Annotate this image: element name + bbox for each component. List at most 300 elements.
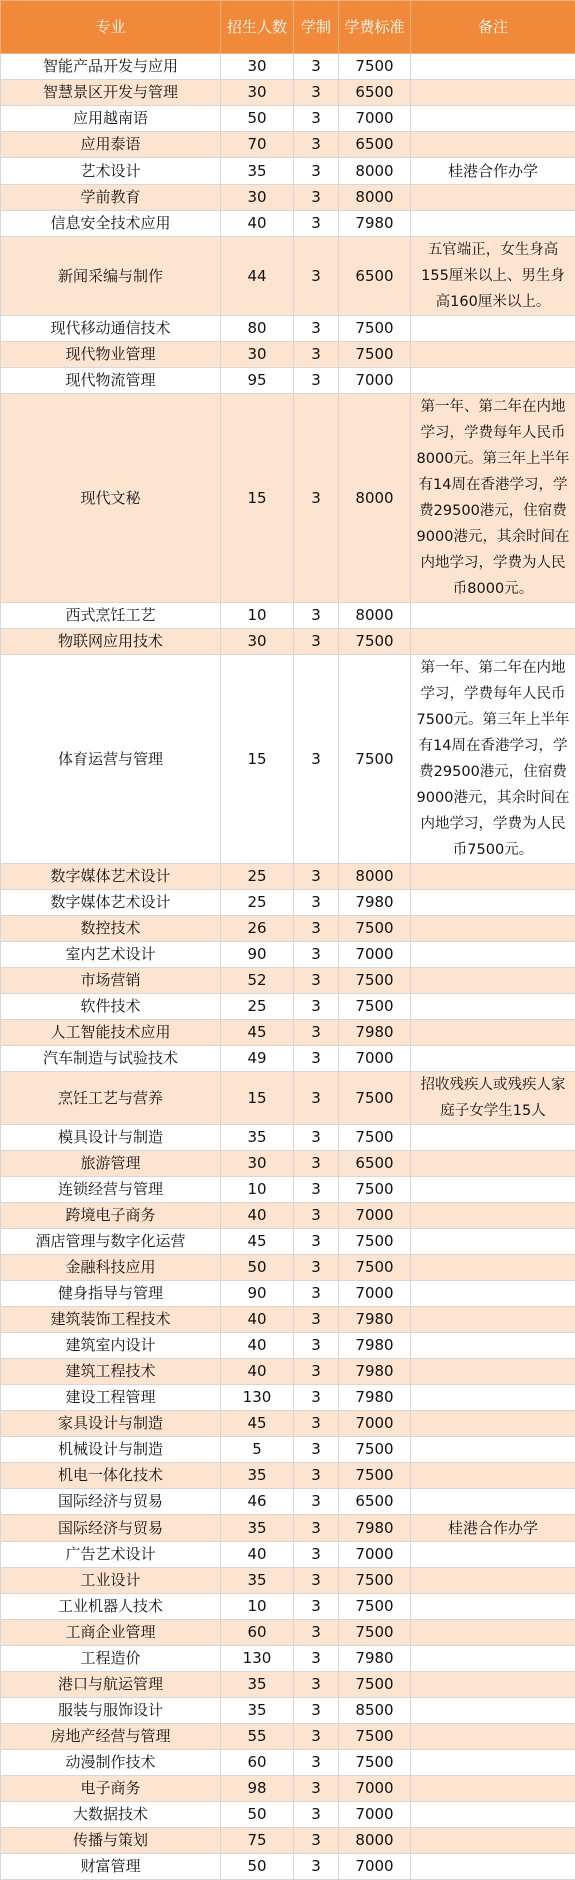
table-row xyxy=(1,994,575,1020)
major-cell: 现代移动通信技术 xyxy=(1,316,221,342)
years-cell: 3 xyxy=(294,1672,339,1698)
major-cell: 金融科技应用 xyxy=(1,1255,221,1281)
years-cell: 3 xyxy=(294,655,339,864)
major-cell: 艺术设计 xyxy=(1,158,221,185)
table-row xyxy=(1,1385,575,1411)
count-cell: 10 xyxy=(221,603,294,629)
count-cell: 26 xyxy=(221,916,294,942)
count-cell: 45 xyxy=(221,1411,294,1437)
count-cell: 130 xyxy=(221,1385,294,1411)
years-cell: 3 xyxy=(294,1750,339,1776)
years-cell: 3 xyxy=(294,1072,339,1125)
table-row xyxy=(1,603,575,629)
major-cell: 烹饪工艺与营养 xyxy=(1,1072,221,1125)
major-cell: 动漫制作技术 xyxy=(1,1750,221,1776)
header-count: 招生人数 xyxy=(221,1,294,54)
table-row xyxy=(1,316,575,342)
note-cell xyxy=(411,1203,575,1229)
years-cell: 3 xyxy=(294,1281,339,1307)
major-cell: 市场营销 xyxy=(1,968,221,994)
count-cell: 40 xyxy=(221,1542,294,1568)
note-cell xyxy=(411,1046,575,1072)
note-cell xyxy=(411,1828,575,1854)
count-cell: 46 xyxy=(221,1489,294,1515)
fee-cell: 7500 xyxy=(339,1620,411,1646)
major-cell: 传播与策划 xyxy=(1,1828,221,1854)
years-cell: 3 xyxy=(294,1515,339,1542)
fee-cell: 7000 xyxy=(339,1411,411,1437)
note-cell xyxy=(411,1385,575,1411)
note-cell xyxy=(411,1255,575,1281)
count-cell: 52 xyxy=(221,968,294,994)
major-cell: 连锁经营与管理 xyxy=(1,1177,221,1203)
fee-cell: 7000 xyxy=(339,1854,411,1880)
count-cell: 35 xyxy=(221,1125,294,1151)
fee-cell: 8000 xyxy=(339,864,411,890)
note-cell xyxy=(411,1750,575,1776)
note-cell: 招收残疾人或残疾人家庭子女学生15人 xyxy=(411,1072,575,1125)
count-cell: 75 xyxy=(221,1828,294,1854)
major-cell: 建筑装饰工程技术 xyxy=(1,1307,221,1333)
table-row xyxy=(1,1515,575,1542)
count-cell: 35 xyxy=(221,158,294,185)
table-row xyxy=(1,1672,575,1698)
table-row xyxy=(1,1072,575,1125)
years-cell: 3 xyxy=(294,1568,339,1594)
table-row xyxy=(1,237,575,316)
years-cell: 3 xyxy=(294,394,339,603)
fee-cell: 8000 xyxy=(339,394,411,603)
major-cell: 建筑室内设计 xyxy=(1,1333,221,1359)
table-row xyxy=(1,1750,575,1776)
table-row xyxy=(1,106,575,132)
fee-cell: 6500 xyxy=(339,1489,411,1515)
table-row xyxy=(1,1594,575,1620)
table-row xyxy=(1,1411,575,1437)
table-row xyxy=(1,394,575,603)
table-row xyxy=(1,1020,575,1046)
fee-cell: 8000 xyxy=(339,1828,411,1854)
table-row xyxy=(1,54,575,80)
table-row xyxy=(1,1620,575,1646)
table-row xyxy=(1,1151,575,1177)
fee-cell: 7500 xyxy=(339,1072,411,1125)
major-cell: 现代物业管理 xyxy=(1,342,221,368)
note-cell xyxy=(411,1411,575,1437)
major-cell: 建设工程管理 xyxy=(1,1385,221,1411)
fee-cell: 7980 xyxy=(339,211,411,237)
note-cell xyxy=(411,1437,575,1463)
major-cell: 学前教育 xyxy=(1,185,221,211)
major-cell: 旅游管理 xyxy=(1,1151,221,1177)
fee-cell: 7500 xyxy=(339,1724,411,1750)
count-cell: 50 xyxy=(221,1802,294,1828)
table-row xyxy=(1,864,575,890)
count-cell: 10 xyxy=(221,1594,294,1620)
years-cell: 3 xyxy=(294,1333,339,1359)
count-cell: 44 xyxy=(221,237,294,316)
years-cell: 3 xyxy=(294,1411,339,1437)
note-cell: 第一年、第二年在内地学习，学费每年人民币8000元。第三年上半年有14周在香港学习，学费29500港元，住宿费9000港元，其余时间在内地学习，学费为人民币8000元。 xyxy=(411,394,575,603)
fee-cell: 6500 xyxy=(339,80,411,106)
count-cell: 30 xyxy=(221,342,294,368)
count-cell: 15 xyxy=(221,394,294,603)
count-cell: 40 xyxy=(221,1203,294,1229)
fee-cell: 7000 xyxy=(339,1802,411,1828)
years-cell: 3 xyxy=(294,1594,339,1620)
major-cell: 机电一体化技术 xyxy=(1,1463,221,1489)
major-cell: 房地产经营与管理 xyxy=(1,1724,221,1750)
count-cell: 15 xyxy=(221,1072,294,1125)
years-cell: 3 xyxy=(294,1046,339,1072)
years-cell: 3 xyxy=(294,1489,339,1515)
major-cell: 工业设计 xyxy=(1,1568,221,1594)
major-cell: 跨境电子商务 xyxy=(1,1203,221,1229)
count-cell: 45 xyxy=(221,1020,294,1046)
note-cell xyxy=(411,1463,575,1489)
table-row xyxy=(1,1281,575,1307)
major-cell: 汽车制造与试验技术 xyxy=(1,1046,221,1072)
count-cell: 35 xyxy=(221,1698,294,1724)
major-cell: 电子商务 xyxy=(1,1776,221,1802)
major-cell: 新闻采编与制作 xyxy=(1,237,221,316)
count-cell: 40 xyxy=(221,1359,294,1385)
note-cell xyxy=(411,864,575,890)
major-cell: 广告艺术设计 xyxy=(1,1542,221,1568)
table-row xyxy=(1,211,575,237)
note-cell xyxy=(411,916,575,942)
major-cell: 体育运营与管理 xyxy=(1,655,221,864)
table-row xyxy=(1,916,575,942)
count-cell: 30 xyxy=(221,1151,294,1177)
years-cell: 3 xyxy=(294,629,339,655)
count-cell: 95 xyxy=(221,368,294,394)
years-cell: 3 xyxy=(294,1151,339,1177)
count-cell: 35 xyxy=(221,1463,294,1489)
note-cell xyxy=(411,1854,575,1880)
note-cell xyxy=(411,1281,575,1307)
header-note: 备注 xyxy=(411,1,575,54)
major-cell: 工业机器人技术 xyxy=(1,1594,221,1620)
major-cell: 服装与服饰设计 xyxy=(1,1698,221,1724)
years-cell: 3 xyxy=(294,1255,339,1281)
years-cell: 3 xyxy=(294,1724,339,1750)
note-cell xyxy=(411,968,575,994)
major-cell: 工商企业管理 xyxy=(1,1620,221,1646)
note-cell xyxy=(411,1151,575,1177)
fee-cell: 8000 xyxy=(339,603,411,629)
years-cell: 3 xyxy=(294,1229,339,1255)
note-cell: 五官端正，女生身高155厘米以上、男生身高160厘米以上。 xyxy=(411,237,575,316)
table-row xyxy=(1,1203,575,1229)
years-cell: 3 xyxy=(294,1437,339,1463)
count-cell: 45 xyxy=(221,1229,294,1255)
years-cell: 3 xyxy=(294,80,339,106)
note-cell: 桂港合作办学 xyxy=(411,158,575,185)
fee-cell: 7980 xyxy=(339,890,411,916)
count-cell: 30 xyxy=(221,629,294,655)
years-cell: 3 xyxy=(294,106,339,132)
years-cell: 3 xyxy=(294,916,339,942)
fee-cell: 7980 xyxy=(339,1333,411,1359)
note-cell xyxy=(411,1698,575,1724)
major-cell: 物联网应用技术 xyxy=(1,629,221,655)
count-cell: 40 xyxy=(221,211,294,237)
count-cell: 10 xyxy=(221,1177,294,1203)
count-cell: 25 xyxy=(221,890,294,916)
fee-cell: 7000 xyxy=(339,1281,411,1307)
years-cell: 3 xyxy=(294,942,339,968)
years-cell: 3 xyxy=(294,211,339,237)
major-cell: 数控技术 xyxy=(1,916,221,942)
note-cell xyxy=(411,1333,575,1359)
years-cell: 3 xyxy=(294,368,339,394)
note-cell xyxy=(411,1020,575,1046)
major-cell: 家具设计与制造 xyxy=(1,1411,221,1437)
major-cell: 西式烹饪工艺 xyxy=(1,603,221,629)
fee-cell: 7500 xyxy=(339,1229,411,1255)
years-cell: 3 xyxy=(294,1646,339,1672)
table-row xyxy=(1,185,575,211)
table-row xyxy=(1,1828,575,1854)
fee-cell: 7500 xyxy=(339,54,411,80)
note-cell xyxy=(411,106,575,132)
fee-cell: 7000 xyxy=(339,1542,411,1568)
fee-cell: 7500 xyxy=(339,994,411,1020)
years-cell: 3 xyxy=(294,1203,339,1229)
fee-cell: 7500 xyxy=(339,1437,411,1463)
years-cell: 3 xyxy=(294,185,339,211)
table-row xyxy=(1,1489,575,1515)
fee-cell: 6500 xyxy=(339,237,411,316)
major-cell: 国际经济与贸易 xyxy=(1,1515,221,1542)
major-cell: 模具设计与制造 xyxy=(1,1125,221,1151)
note-cell xyxy=(411,80,575,106)
table-row xyxy=(1,132,575,158)
count-cell: 70 xyxy=(221,132,294,158)
major-cell: 财富管理 xyxy=(1,1854,221,1880)
table-row xyxy=(1,1854,575,1880)
fee-cell: 7000 xyxy=(339,368,411,394)
count-cell: 15 xyxy=(221,655,294,864)
count-cell: 40 xyxy=(221,1307,294,1333)
note-cell xyxy=(411,1802,575,1828)
fee-cell: 7500 xyxy=(339,1177,411,1203)
header-years: 学制 xyxy=(294,1,339,54)
count-cell: 25 xyxy=(221,994,294,1020)
count-cell: 30 xyxy=(221,54,294,80)
fee-cell: 7980 xyxy=(339,1020,411,1046)
count-cell: 49 xyxy=(221,1046,294,1072)
table-row xyxy=(1,1802,575,1828)
fee-cell: 7980 xyxy=(339,1359,411,1385)
fee-cell: 7980 xyxy=(339,1646,411,1672)
table-row xyxy=(1,1542,575,1568)
years-cell: 3 xyxy=(294,158,339,185)
fee-cell: 7500 xyxy=(339,342,411,368)
note-cell xyxy=(411,1672,575,1698)
fee-cell: 7000 xyxy=(339,1776,411,1802)
major-cell: 酒店管理与数字化运营 xyxy=(1,1229,221,1255)
count-cell: 30 xyxy=(221,80,294,106)
table-row xyxy=(1,80,575,106)
note-cell xyxy=(411,942,575,968)
count-cell: 130 xyxy=(221,1646,294,1672)
fee-cell: 7980 xyxy=(339,1515,411,1542)
note-cell: 第一年、第二年在内地学习，学费每年人民币7500元。第三年上半年有14周在香港学习，学费29500港元，住宿费9000港元，其余时间在内地学习，学费为人民币7500元。 xyxy=(411,655,575,864)
note-cell xyxy=(411,1594,575,1620)
table-row xyxy=(1,342,575,368)
table-row xyxy=(1,1724,575,1750)
table-row xyxy=(1,1255,575,1281)
note-cell xyxy=(411,1724,575,1750)
count-cell: 5 xyxy=(221,1437,294,1463)
years-cell: 3 xyxy=(294,1828,339,1854)
table-row xyxy=(1,1776,575,1802)
count-cell: 50 xyxy=(221,1854,294,1880)
fee-cell: 7000 xyxy=(339,1203,411,1229)
major-cell: 健身指导与管理 xyxy=(1,1281,221,1307)
major-cell: 应用泰语 xyxy=(1,132,221,158)
years-cell: 3 xyxy=(294,1385,339,1411)
major-cell: 智慧景区开发与管理 xyxy=(1,80,221,106)
note-cell xyxy=(411,185,575,211)
table-row xyxy=(1,368,575,394)
major-cell: 软件技术 xyxy=(1,994,221,1020)
table-row xyxy=(1,158,575,185)
count-cell: 50 xyxy=(221,106,294,132)
table-row xyxy=(1,1568,575,1594)
table-row xyxy=(1,1177,575,1203)
fee-cell: 7500 xyxy=(339,629,411,655)
count-cell: 90 xyxy=(221,1281,294,1307)
count-cell: 40 xyxy=(221,1333,294,1359)
count-cell: 98 xyxy=(221,1776,294,1802)
header-row xyxy=(1,1,575,54)
years-cell: 3 xyxy=(294,1463,339,1489)
years-cell: 3 xyxy=(294,1307,339,1333)
years-cell: 3 xyxy=(294,237,339,316)
years-cell: 3 xyxy=(294,603,339,629)
note-cell: 桂港合作办学 xyxy=(411,1515,575,1542)
table-row xyxy=(1,1229,575,1255)
major-cell: 信息安全技术应用 xyxy=(1,211,221,237)
note-cell xyxy=(411,1620,575,1646)
fee-cell: 7000 xyxy=(339,942,411,968)
note-cell xyxy=(411,1489,575,1515)
years-cell: 3 xyxy=(294,968,339,994)
count-cell: 25 xyxy=(221,864,294,890)
table-row xyxy=(1,942,575,968)
years-cell: 3 xyxy=(294,1359,339,1385)
years-cell: 3 xyxy=(294,1802,339,1828)
note-cell xyxy=(411,368,575,394)
fee-cell: 7500 xyxy=(339,316,411,342)
years-cell: 3 xyxy=(294,1542,339,1568)
fee-cell: 6500 xyxy=(339,1151,411,1177)
count-cell: 35 xyxy=(221,1568,294,1594)
years-cell: 3 xyxy=(294,342,339,368)
fee-cell: 7500 xyxy=(339,1125,411,1151)
fee-cell: 7500 xyxy=(339,1672,411,1698)
major-cell: 数字媒体艺术设计 xyxy=(1,890,221,916)
table-row xyxy=(1,629,575,655)
note-cell xyxy=(411,1125,575,1151)
note-cell xyxy=(411,890,575,916)
note-cell xyxy=(411,1568,575,1594)
note-cell xyxy=(411,994,575,1020)
fee-cell: 7980 xyxy=(339,1385,411,1411)
table-row xyxy=(1,1046,575,1072)
note-cell xyxy=(411,1359,575,1385)
table-row xyxy=(1,1359,575,1385)
years-cell: 3 xyxy=(294,316,339,342)
table-row xyxy=(1,1437,575,1463)
fee-cell: 7500 xyxy=(339,968,411,994)
note-cell xyxy=(411,629,575,655)
table-row xyxy=(1,1463,575,1489)
table-row xyxy=(1,1307,575,1333)
fee-cell: 7000 xyxy=(339,1046,411,1072)
fee-cell: 7500 xyxy=(339,1255,411,1281)
table-body xyxy=(1,54,575,1880)
major-cell: 工程造价 xyxy=(1,1646,221,1672)
years-cell: 3 xyxy=(294,1854,339,1880)
table-row xyxy=(1,1698,575,1724)
years-cell: 3 xyxy=(294,890,339,916)
note-cell xyxy=(411,342,575,368)
years-cell: 3 xyxy=(294,864,339,890)
years-cell: 3 xyxy=(294,1776,339,1802)
major-cell: 港口与航运管理 xyxy=(1,1672,221,1698)
count-cell: 55 xyxy=(221,1724,294,1750)
fee-cell: 7500 xyxy=(339,1568,411,1594)
note-cell xyxy=(411,1776,575,1802)
major-cell: 现代文秘 xyxy=(1,394,221,603)
table-row xyxy=(1,1333,575,1359)
years-cell: 3 xyxy=(294,1620,339,1646)
years-cell: 3 xyxy=(294,1125,339,1151)
major-cell: 机械设计与制造 xyxy=(1,1437,221,1463)
note-cell xyxy=(411,1542,575,1568)
note-cell xyxy=(411,132,575,158)
table-row xyxy=(1,1125,575,1151)
note-cell xyxy=(411,1646,575,1672)
table-row xyxy=(1,1646,575,1672)
major-cell: 建筑工程技术 xyxy=(1,1359,221,1385)
years-cell: 3 xyxy=(294,54,339,80)
years-cell: 3 xyxy=(294,1177,339,1203)
major-cell: 应用越南语 xyxy=(1,106,221,132)
note-cell xyxy=(411,603,575,629)
fee-cell: 7500 xyxy=(339,1463,411,1489)
count-cell: 80 xyxy=(221,316,294,342)
count-cell: 50 xyxy=(221,1255,294,1281)
fee-cell: 8500 xyxy=(339,1698,411,1724)
years-cell: 3 xyxy=(294,1698,339,1724)
note-cell xyxy=(411,1229,575,1255)
table-row xyxy=(1,890,575,916)
major-cell: 室内艺术设计 xyxy=(1,942,221,968)
table-row xyxy=(1,655,575,864)
note-cell xyxy=(411,1177,575,1203)
count-cell: 35 xyxy=(221,1515,294,1542)
fee-cell: 7500 xyxy=(339,655,411,864)
fee-cell: 8000 xyxy=(339,158,411,185)
count-cell: 60 xyxy=(221,1750,294,1776)
count-cell: 90 xyxy=(221,942,294,968)
major-cell: 人工智能技术应用 xyxy=(1,1020,221,1046)
